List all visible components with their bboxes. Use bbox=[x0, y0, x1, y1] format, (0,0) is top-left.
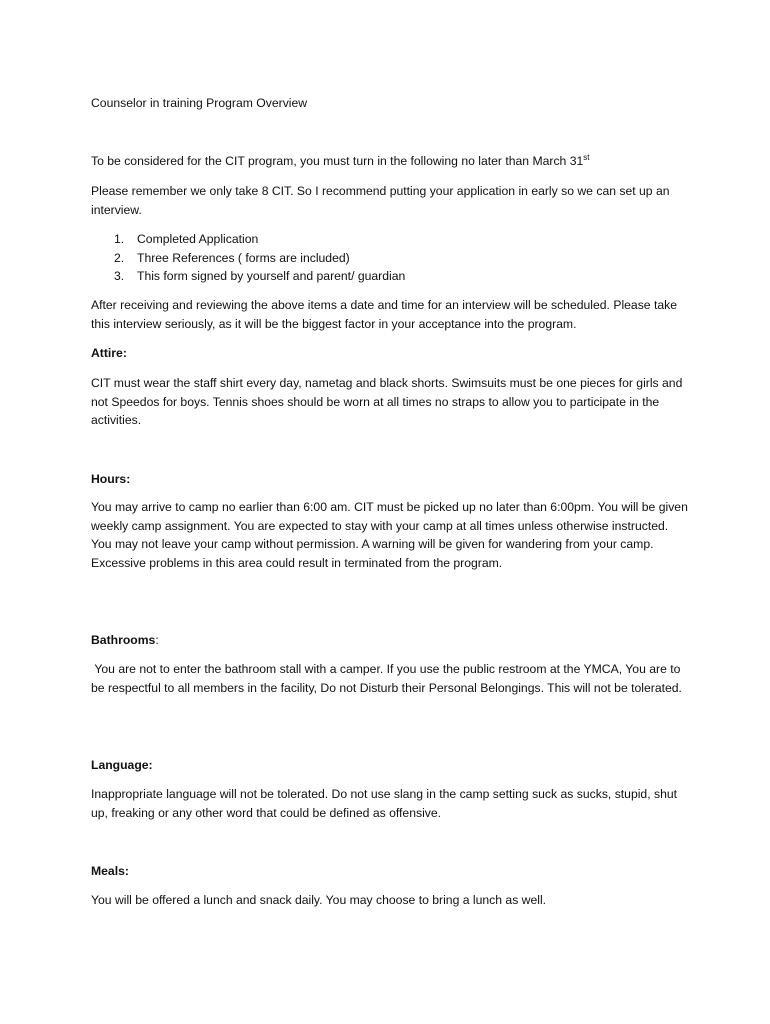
intro-superscript: st bbox=[583, 152, 590, 162]
intro-text: To be considered for the CIT program, you must turn in the following no later than March 31 bbox=[91, 154, 584, 168]
language-body: Inappropriate language will not be tolerated. Do not use slang in the camp setting suck as sucks, stupid, shut up, freaking or any other word that could be defined as offensive. bbox=[91, 787, 678, 820]
remember-paragraph: Please remember we only take 8 CIT. So I recommend putting your application in early so we can set up an interview. bbox=[91, 184, 670, 217]
intro-paragraph bbox=[91, 152, 691, 171]
meals-heading: Meals: bbox=[91, 864, 129, 878]
language-heading: Language: bbox=[91, 758, 153, 772]
after-receiving-paragraph: After receiving and reviewing the above items a date and time for an interview will be scheduled. Please take this interview seriously, as it will be the biggest factor in your acceptance into the program. bbox=[91, 298, 677, 331]
bathrooms-heading-line bbox=[91, 631, 691, 650]
list-item bbox=[91, 267, 691, 286]
bathrooms-body: You are not to enter the bathroom stall with a camper. If you use the public restroom at the YMCA, You are to be respectful to all members in the facility, Do not Disturb their Personal Belongings. This will not be tolerated. bbox=[91, 662, 684, 695]
list-item-number: 2. bbox=[114, 250, 125, 265]
meals-body: You will be offered a lunch and snack daily. You may choose to bring a lunch as well. bbox=[91, 893, 547, 907]
hours-heading: Hours: bbox=[91, 472, 131, 486]
list-item-text: Completed Application bbox=[137, 232, 259, 246]
list-item-text: Three References ( forms are included) bbox=[137, 250, 350, 265]
list-item-number: 1. bbox=[114, 232, 125, 246]
attire-body: CIT must wear the staff shirt every day, nametag and black shorts. Swimsuits must be one pieces for girls and not Speedos for boys. Tennis shoes should be worn at all times no straps to allow you to participate in the activities. bbox=[91, 376, 683, 428]
bathrooms-heading: Bathrooms bbox=[91, 633, 156, 647]
attire-heading: Attire: bbox=[91, 346, 127, 360]
list-item-text: This form signed by yourself and parent/ guardian bbox=[137, 269, 406, 284]
hours-body: You may arrive to camp no earlier than 6:00 am. CIT must be picked up no later than 6:00pm. You will be given weekly camp assignment. You are expected to stay with your camp at all times unless otherwise instructed. You may not leave your camp without permission. A warning will be given for wandering from your camp. Excessive problems in this area could result in terminated from the program. bbox=[91, 500, 688, 571]
list-item bbox=[91, 230, 691, 249]
list-item-number: 3. bbox=[114, 269, 125, 284]
bathrooms-heading-suffix: : bbox=[155, 633, 159, 647]
list-item bbox=[91, 249, 691, 268]
document-title: Counselor in training Program Overview bbox=[91, 96, 308, 110]
requirements-list bbox=[91, 230, 691, 286]
